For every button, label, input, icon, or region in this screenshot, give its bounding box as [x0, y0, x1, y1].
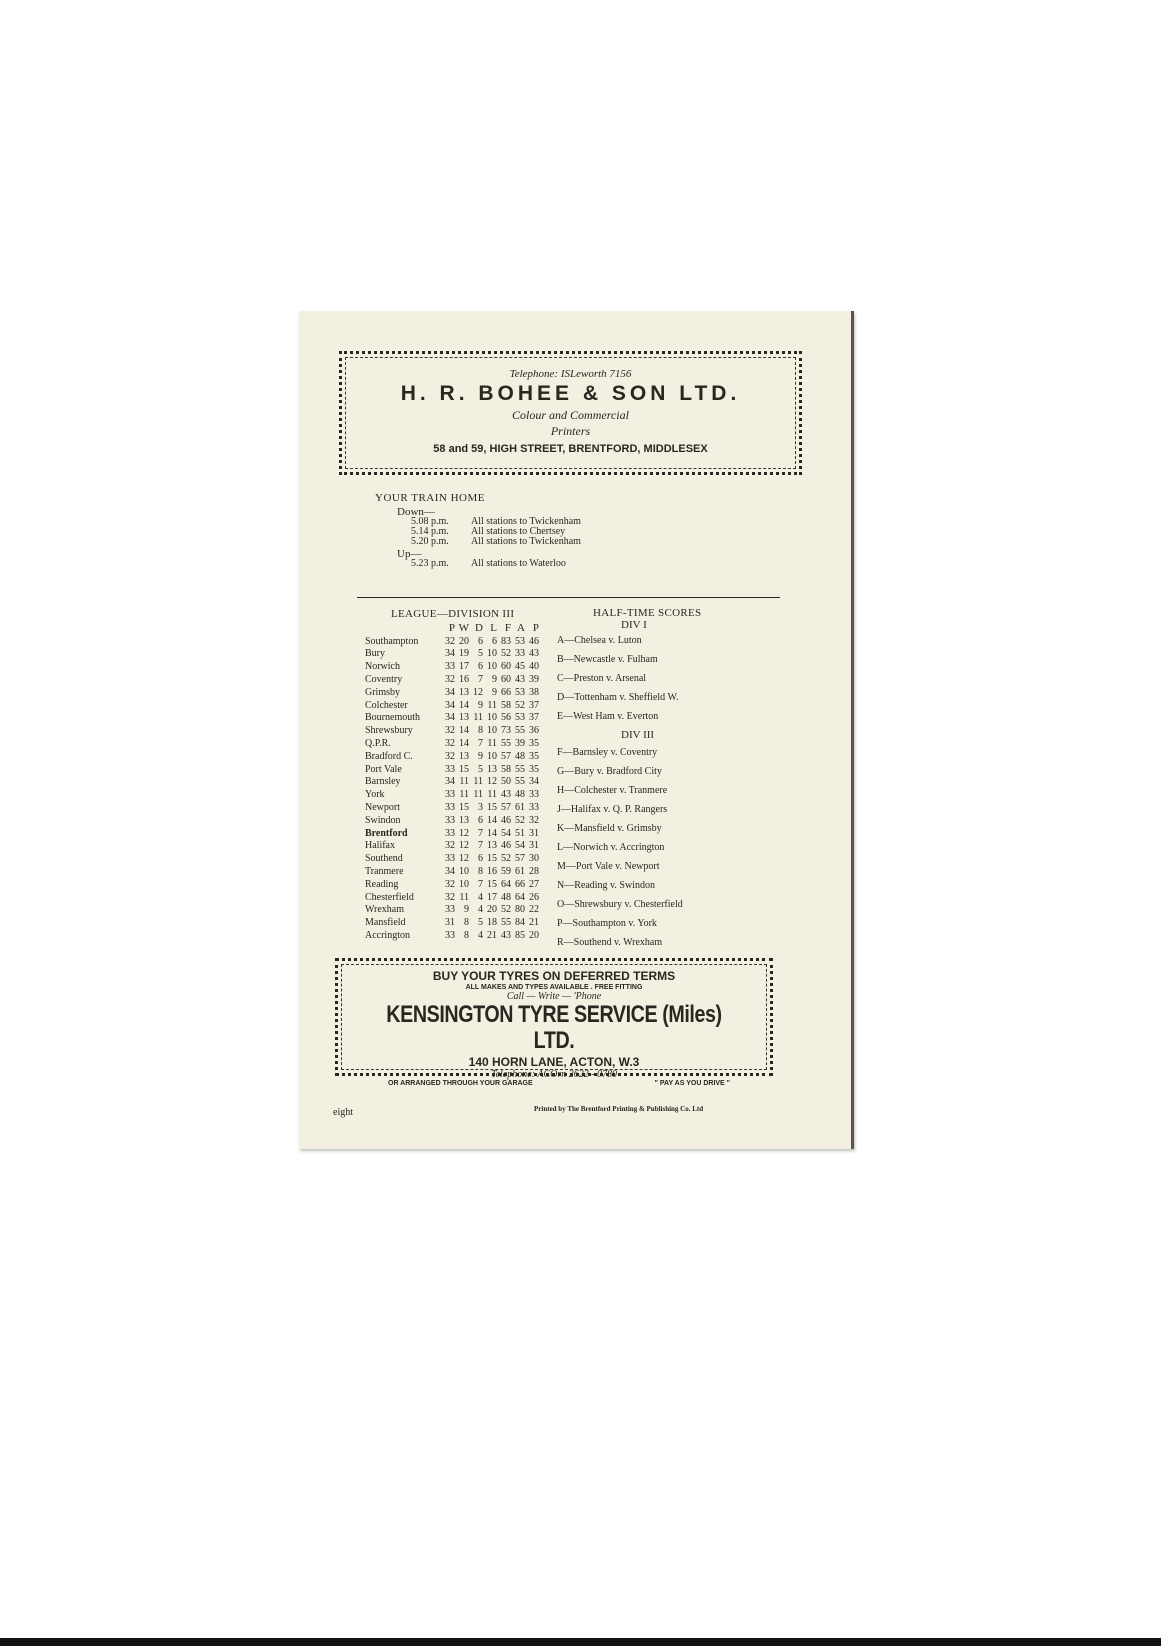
tyre-advert-line2: ALL MAKES AND TYPES AVAILABLE . FREE FITTING	[465, 984, 643, 991]
train-destination: All stations to Waterloo	[471, 558, 566, 569]
team-name: Chesterfield	[365, 891, 414, 903]
team-name: Southampton	[365, 635, 419, 647]
stat-cell: 80	[515, 904, 525, 916]
stat-cell: 15	[459, 802, 469, 814]
team-name: Newport	[365, 802, 400, 814]
stat-cell: 14	[487, 814, 497, 826]
stat-cell: 34	[445, 699, 455, 711]
team-name: Bury	[365, 648, 385, 660]
stat-cell: 10	[487, 648, 497, 660]
team-name: Bournemouth	[365, 712, 420, 724]
stat-cell: 12	[487, 776, 497, 788]
stat-cell: 64	[515, 891, 525, 903]
halftime-match: G—Bury v. Bradford City	[557, 766, 662, 777]
team-name: Q.P.R.	[365, 738, 391, 750]
stat-cell: 15	[487, 853, 497, 865]
stat-cell: 7	[478, 738, 483, 750]
stat-cell: 73	[501, 725, 511, 737]
stat-cell: 33	[445, 763, 455, 775]
stat-cell: 16	[487, 866, 497, 878]
stat-cell: 18	[487, 917, 497, 929]
tyre-advert-line1: BUY YOUR TYRES ON DEFERRED TERMS	[432, 969, 676, 983]
stat-cell: 6	[478, 853, 483, 865]
stat-cell: 11	[459, 776, 469, 788]
halftime-match: P—Southampton v. York	[557, 918, 657, 929]
train-destination: All stations to Chertsey	[471, 526, 566, 537]
advert-tagline-2: Printers	[550, 424, 591, 438]
stat-cell: 14	[459, 738, 469, 750]
stat-cell: 13	[487, 763, 497, 775]
stat-cell: 35	[529, 750, 539, 762]
advert-tagline-1: Colour and Commercial	[512, 408, 629, 422]
stat-cell: 5	[478, 763, 483, 775]
stat-cell: 15	[487, 878, 497, 890]
stat-cell: 21	[487, 930, 497, 942]
table-row	[365, 648, 539, 661]
stat-cell: 36	[529, 725, 539, 737]
league-title: LEAGUE—DIVISION III	[391, 608, 515, 620]
stat-cell: 32	[445, 635, 455, 647]
halftime-match: F—Barnsley v. Coventry	[557, 747, 658, 758]
stat-cell: 12	[473, 686, 483, 698]
stat-cell: 19	[459, 648, 469, 660]
stat-cell: 31	[445, 917, 455, 929]
stat-cell: 52	[515, 814, 525, 826]
column-header: F	[504, 622, 511, 635]
stat-cell: 48	[515, 750, 525, 762]
stat-cell: 64	[501, 878, 511, 890]
team-name: Mansfield	[365, 917, 406, 929]
stat-cell: 43	[501, 789, 511, 801]
halftime-match: O—Shrewsbury v. Chesterfield	[557, 899, 683, 910]
stat-cell: 32	[445, 891, 455, 903]
stat-cell: 53	[515, 635, 525, 647]
printer-credit: Printed by The Brentford Printing & Publishing Co. Ltd	[534, 1105, 704, 1113]
halftime-match: A—Chelsea v. Luton	[557, 635, 642, 646]
stat-cell: 40	[529, 661, 539, 673]
divider-rule	[357, 597, 780, 598]
stat-cell: 9	[492, 686, 497, 698]
tyre-advert-garage: OR ARRANGED THROUGH YOUR GARAGE	[388, 1080, 533, 1087]
stat-cell: 55	[515, 725, 525, 737]
stat-cell: 33	[445, 814, 455, 826]
stat-cell: 10	[487, 712, 497, 724]
halftime-title: HALF-TIME SCORES	[593, 607, 702, 619]
stat-cell: 59	[501, 866, 511, 878]
team-name: Southend	[365, 853, 403, 865]
stat-cell: 58	[501, 763, 511, 775]
stat-cell: 11	[459, 891, 469, 903]
stat-cell: 10	[487, 725, 497, 737]
stat-cell: 26	[529, 891, 539, 903]
stat-cell: 4	[478, 930, 483, 942]
stat-cell: 27	[529, 878, 539, 890]
stat-cell: 11	[473, 789, 483, 801]
team-column-header	[365, 622, 441, 635]
stat-cell: 34	[445, 776, 455, 788]
halftime-match: K—Mansfield v. Grimsby	[557, 823, 662, 834]
table-row	[365, 878, 539, 891]
stat-cell: 43	[515, 674, 525, 686]
team-name: Coventry	[365, 674, 403, 686]
stat-cell: 61	[515, 802, 525, 814]
team-name: Tranmere	[365, 866, 404, 878]
stat-cell: 6	[478, 635, 483, 647]
stat-cell: 32	[445, 725, 455, 737]
train-time: 5.23 p.m.	[411, 558, 449, 569]
stat-cell: 32	[445, 674, 455, 686]
stat-cell: 34	[445, 686, 455, 698]
halftime-scores	[557, 607, 747, 952]
tyre-advert-company: KENSINGTON TYRE SERVICE (Miles) LTD.	[386, 1001, 722, 1054]
stat-cell: 5	[478, 648, 483, 660]
table-row	[365, 852, 539, 865]
stat-cell: 7	[478, 840, 483, 852]
column-header: P	[532, 622, 539, 635]
train-destination: All stations to Twickenham	[471, 516, 581, 527]
stat-cell: 54	[515, 840, 525, 852]
stat-cell: 46	[501, 840, 511, 852]
stat-cell: 17	[487, 891, 497, 903]
stat-cell: 33	[515, 648, 525, 660]
stat-cell: 9	[478, 750, 483, 762]
table-row	[365, 750, 539, 763]
stat-cell: 14	[459, 725, 469, 737]
stat-cell: 8	[464, 917, 469, 929]
stat-cell: 37	[529, 712, 539, 724]
tyre-advert-slogan: " PAY AS YOU DRIVE "	[654, 1080, 730, 1087]
table-row	[365, 724, 539, 737]
bohee-advert	[339, 351, 802, 475]
stat-cell: 34	[529, 776, 539, 788]
column-header: A	[517, 622, 525, 635]
stat-cell: 33	[445, 853, 455, 865]
stat-cell: 13	[487, 840, 497, 852]
train-destination: All stations to Twickenham	[471, 536, 581, 547]
halftime-match: R—Southend v. Wrexham	[557, 937, 663, 948]
stat-cell: 13	[459, 712, 469, 724]
advert-company-name: H. R. BOHEE & SON LTD.	[400, 382, 741, 405]
team-name: Port Vale	[365, 763, 402, 775]
train-up-label: Up—	[397, 548, 422, 560]
stat-cell: 11	[487, 738, 497, 750]
stat-cell: 11	[473, 712, 483, 724]
table-row	[365, 929, 539, 942]
stat-cell: 10	[487, 750, 497, 762]
stat-cell: 31	[529, 840, 539, 852]
stat-cell: 15	[487, 802, 497, 814]
stat-cell: 5	[478, 917, 483, 929]
stat-cell: 30	[529, 853, 539, 865]
table-row	[365, 699, 539, 712]
train-down-label: Down—	[397, 506, 435, 518]
stat-cell: 7	[478, 827, 483, 839]
stat-cell: 14	[459, 699, 469, 711]
team-name: Swindon	[365, 814, 401, 826]
table-row	[365, 712, 539, 725]
stat-cell: 20	[529, 930, 539, 942]
stat-cell: 4	[478, 904, 483, 916]
stat-cell: 61	[515, 866, 525, 878]
halftime-match: H—Colchester v. Tranmere	[557, 785, 668, 796]
advert-telephone: Telephone: ISLeworth 7156	[509, 368, 632, 380]
halftime-match: M—Port Vale v. Newport	[557, 861, 660, 872]
stat-cell: 84	[515, 917, 525, 929]
table-row	[365, 737, 539, 750]
halftime-match: E—West Ham v. Everton	[557, 711, 659, 722]
stat-cell: 32	[445, 840, 455, 852]
stat-cell: 13	[459, 814, 469, 826]
table-row	[365, 686, 539, 699]
stat-cell: 11	[459, 789, 469, 801]
stat-cell: 9	[492, 674, 497, 686]
stat-cell: 48	[501, 891, 511, 903]
stat-cell: 57	[515, 853, 525, 865]
train-row	[411, 559, 581, 569]
stat-cell: 9	[478, 699, 483, 711]
stat-cell: 39	[515, 738, 525, 750]
stat-cell: 39	[529, 674, 539, 686]
tyre-advert-address: 140 HORN LANE, ACTON, W.3	[468, 1055, 640, 1069]
team-name: Halifax	[365, 840, 395, 852]
stat-cell: 52	[501, 853, 511, 865]
stat-cell: 33	[445, 904, 455, 916]
stat-cell: 7	[478, 674, 483, 686]
column-header: W	[458, 622, 469, 635]
stat-cell: 57	[501, 750, 511, 762]
team-name: Reading	[365, 878, 399, 890]
table-row	[365, 801, 539, 814]
stat-cell: 16	[459, 674, 469, 686]
tyre-advert-line3: Call — Write — 'Phone	[506, 991, 602, 1002]
stat-cell: 35	[529, 738, 539, 750]
team-name: Barnsley	[365, 776, 401, 788]
stat-cell: 58	[501, 699, 511, 711]
stat-cell: 9	[464, 904, 469, 916]
stat-cell: 34	[445, 712, 455, 724]
stat-cell: 52	[501, 648, 511, 660]
stat-cell: 6	[478, 661, 483, 673]
league-table	[365, 608, 539, 942]
div1-label: DIV I	[621, 619, 647, 631]
team-name: Norwich	[365, 661, 400, 673]
table-row	[365, 840, 539, 853]
table-row	[365, 673, 539, 686]
team-name: Brentford	[365, 827, 408, 839]
stat-cell: 52	[515, 699, 525, 711]
stat-cell: 55	[501, 917, 511, 929]
stat-cell: 60	[501, 674, 511, 686]
advert-address: 58 and 59, HIGH STREET, BRENTFORD, MIDDLESEX	[433, 443, 708, 455]
stat-cell: 33	[529, 802, 539, 814]
stat-cell: 33	[445, 789, 455, 801]
stat-cell: 38	[529, 686, 539, 698]
table-row	[365, 814, 539, 827]
league-standings	[365, 622, 539, 942]
table-row	[365, 916, 539, 929]
train-time: 5.08 p.m.	[411, 516, 449, 527]
stat-cell: 66	[501, 686, 511, 698]
table-row	[365, 827, 539, 840]
stat-cell: 83	[501, 635, 511, 647]
stat-cell: 8	[478, 866, 483, 878]
halftime-match: J—Halifax v. Q. P. Rangers	[557, 804, 668, 815]
stat-cell: 12	[459, 840, 469, 852]
stat-cell: 20	[459, 635, 469, 647]
stat-cell: 14	[487, 827, 497, 839]
tyre-advert-telephone: Telephone: ACOrn 2622 - 0780	[490, 1069, 618, 1080]
stat-cell: 60	[501, 661, 511, 673]
stat-cell: 7	[478, 878, 483, 890]
train-times	[375, 493, 581, 569]
page-number: eight	[333, 1107, 353, 1118]
halftime-match: B—Newcastle v. Fulham	[557, 654, 658, 665]
stat-cell: 33	[445, 802, 455, 814]
tyre-advert-footer	[338, 1080, 770, 1087]
train-heading: YOUR TRAIN HOME	[375, 492, 485, 504]
stat-cell: 11	[487, 789, 497, 801]
train-time: 5.14 p.m.	[411, 526, 449, 537]
stat-cell: 50	[501, 776, 511, 788]
div3-label: DIV III	[621, 729, 655, 741]
halftime-match: N—Reading v. Swindon	[557, 880, 655, 891]
stat-cell: 4	[478, 891, 483, 903]
stat-cell: 13	[459, 686, 469, 698]
stat-cell: 34	[445, 866, 455, 878]
team-name: Bradford C.	[365, 750, 413, 762]
table-row	[365, 776, 539, 789]
stat-cell: 53	[515, 686, 525, 698]
stat-cell: 33	[445, 930, 455, 942]
table-row	[365, 865, 539, 878]
stat-cell: 11	[473, 776, 483, 788]
column-header: L	[490, 622, 497, 635]
stat-cell: 10	[459, 878, 469, 890]
team-name: York	[365, 789, 385, 801]
stat-cell: 57	[501, 802, 511, 814]
stat-cell: 55	[515, 763, 525, 775]
stat-cell: 11	[487, 699, 497, 711]
stat-cell: 15	[459, 763, 469, 775]
stat-cell: 35	[529, 763, 539, 775]
stat-cell: 34	[445, 648, 455, 660]
train-time: 5.20 p.m.	[411, 536, 449, 547]
stat-cell: 17	[459, 661, 469, 673]
table-row	[365, 904, 539, 917]
stat-cell: 85	[515, 930, 525, 942]
table-row	[365, 660, 539, 673]
stat-cell: 54	[501, 827, 511, 839]
stat-cell: 21	[529, 917, 539, 929]
stat-cell: 22	[529, 904, 539, 916]
stat-cell: 66	[515, 878, 525, 890]
stat-cell: 33	[445, 661, 455, 673]
stat-cell: 12	[459, 827, 469, 839]
stat-cell: 46	[529, 635, 539, 647]
stat-cell: 55	[501, 738, 511, 750]
stat-cell: 33	[445, 827, 455, 839]
table-row	[365, 788, 539, 801]
stat-cell: 37	[529, 699, 539, 711]
stat-cell: 46	[501, 814, 511, 826]
stat-cell: 43	[529, 648, 539, 660]
table-row	[365, 635, 539, 648]
kensington-tyre-advert	[335, 958, 773, 1087]
stat-cell: 55	[515, 776, 525, 788]
stat-cell: 8	[478, 725, 483, 737]
stat-cell: 32	[529, 814, 539, 826]
stat-cell: 6	[478, 814, 483, 826]
column-header: P	[448, 622, 455, 635]
train-row	[411, 537, 581, 547]
stat-cell: 51	[515, 827, 525, 839]
stat-cell: 33	[529, 789, 539, 801]
stat-cell: 10	[459, 866, 469, 878]
halftime-match: D—Tottenham v. Sheffield W.	[557, 692, 679, 703]
stat-cell: 12	[459, 853, 469, 865]
halftime-match: C—Preston v. Arsenal	[557, 673, 647, 684]
table-row	[365, 763, 539, 776]
stat-cell: 6	[492, 635, 497, 647]
scan-edge	[0, 1638, 1161, 1646]
stat-cell: 8	[464, 930, 469, 942]
team-name: Shrewsbury	[365, 725, 413, 737]
stat-cell: 32	[445, 878, 455, 890]
stat-cell: 48	[515, 789, 525, 801]
column-header: D	[475, 622, 483, 635]
stat-cell: 31	[529, 827, 539, 839]
stat-cell: 32	[445, 750, 455, 762]
team-name: Colchester	[365, 699, 408, 711]
stat-cell: 13	[459, 750, 469, 762]
stat-cell: 20	[487, 904, 497, 916]
team-name: Grimsby	[365, 686, 400, 698]
stat-cell: 45	[515, 661, 525, 673]
stat-cell: 52	[501, 904, 511, 916]
team-name: Wrexham	[365, 904, 405, 916]
stat-cell: 3	[478, 802, 483, 814]
team-name: Accrington	[365, 930, 410, 942]
programme-page	[299, 311, 854, 1149]
stat-cell: 32	[445, 738, 455, 750]
stat-cell: 10	[487, 661, 497, 673]
stat-cell: 28	[529, 866, 539, 878]
stat-cell: 56	[501, 712, 511, 724]
stat-cell: 43	[501, 930, 511, 942]
halftime-match: L—Norwich v. Accrington	[557, 842, 665, 853]
stat-cell: 53	[515, 712, 525, 724]
table-row	[365, 891, 539, 904]
